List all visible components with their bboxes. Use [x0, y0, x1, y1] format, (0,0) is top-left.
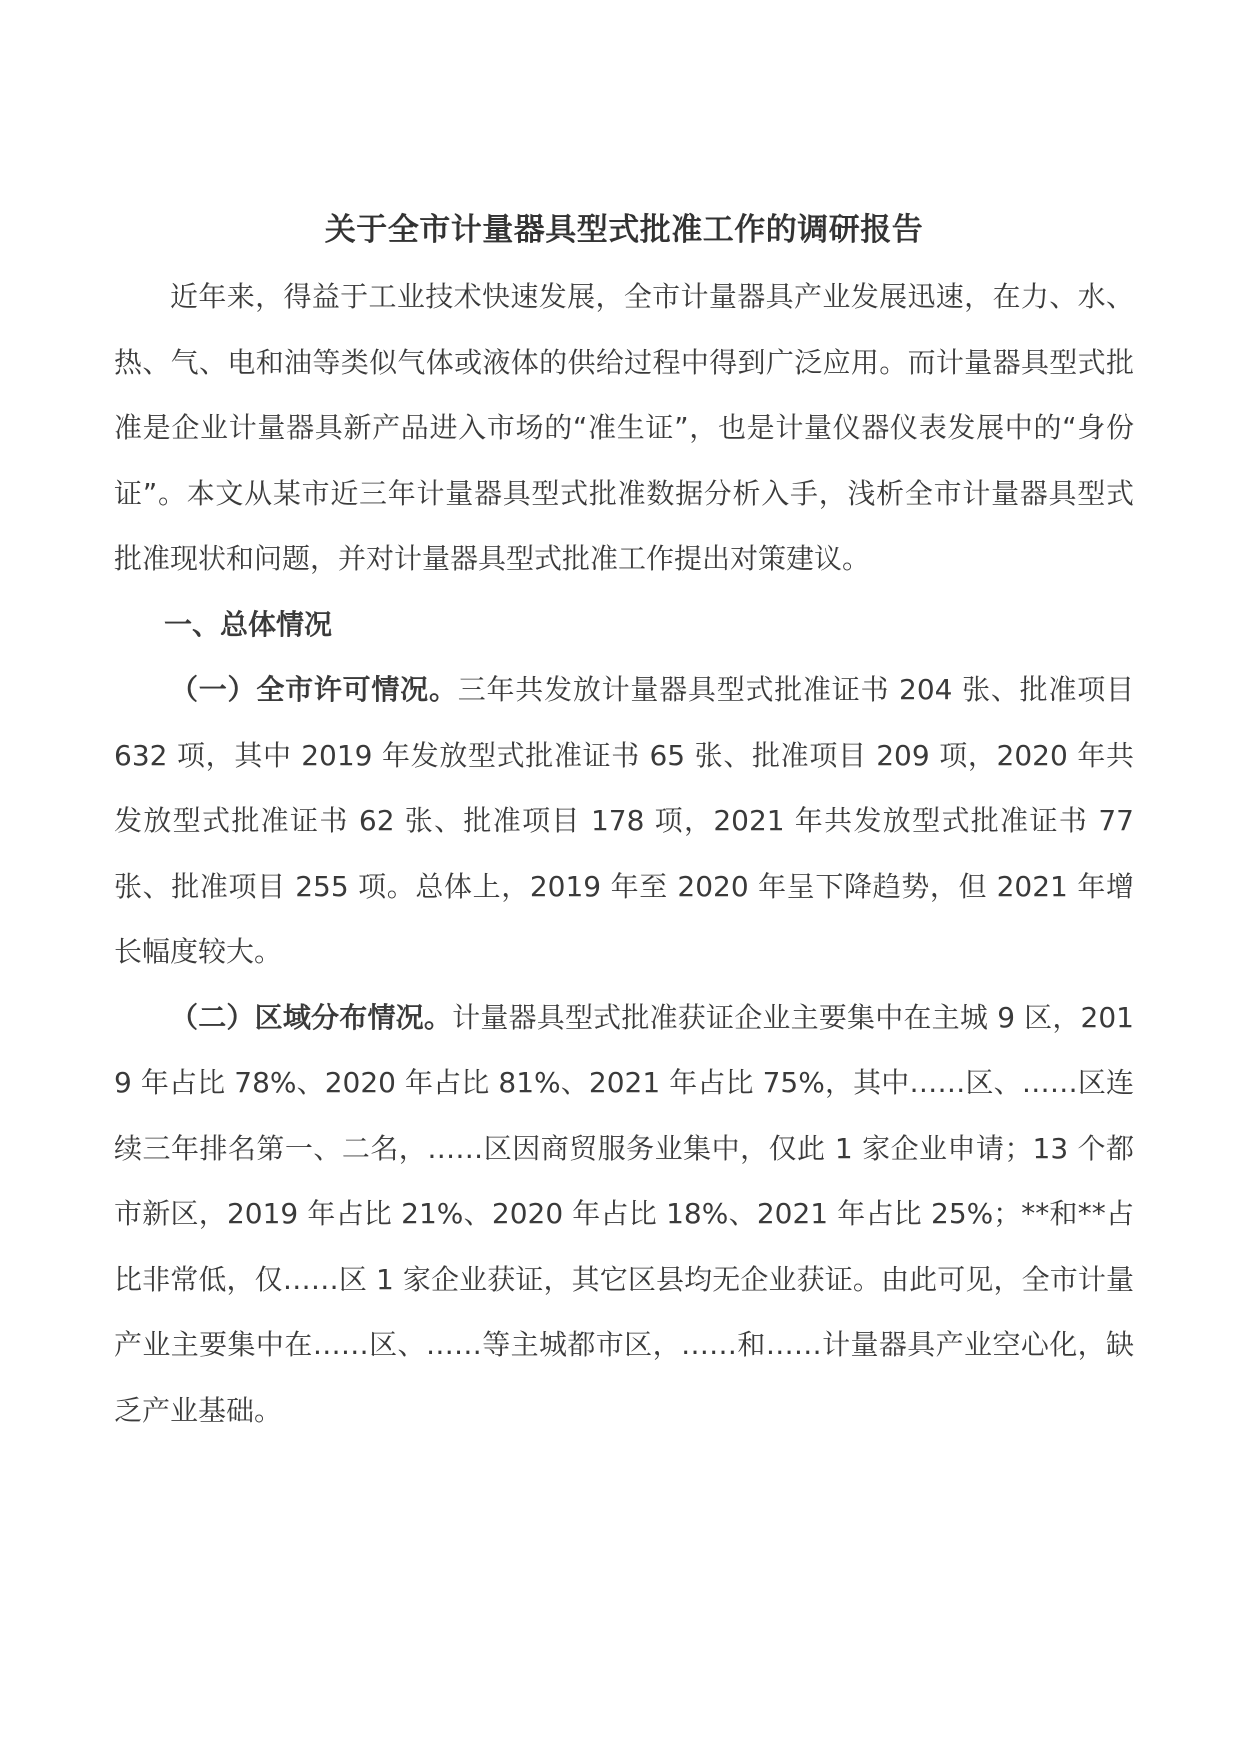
subsection-regional-distribution-lead: （二）区域分布情况。 [170, 1000, 453, 1034]
subsection-city-licensing-lead: （一）全市许可情况。 [170, 673, 458, 706]
subsection-regional-distribution-body: 计量器具型式批准获证企业主要集中在主城 9 区，2019 年占比 78%、2020 年占比 81%、2021 年占比 75%，其中……区、……区连续三年排名第一、二名，……区因商贸服务业集中，仅此 1 家企业申请；13 个都市新区，2019 年占比 21%、2020 年占比 18%、2021 年占比 25%；**和**占比非常低，仅……区 1 家企业获证，其它区县均无企业获证。由此可见，全市计量产业主要集中在……区、……等主城都市区，……和……计量器具产业空心化，缺乏产业基础。 [114, 1000, 1134, 1427]
document-page [114, 202, 1134, 1443]
section-heading-overview: 一、总体情况 [164, 607, 333, 641]
subsection-city-licensing-body: 三年共发放计量器具型式批准证书 204 张、批准项目 632 项，其中 2019 年发放型式批准证书 65 张、批准项目 209 项，2020 年共发放型式批准证书 62 张、批准项目 178 项，2021 年共发放型式批准证书 77 张、批准项目 255 项。总体上，2019 年至 2020 年呈下降趋势，但 2021 年增长幅度较大。 [114, 673, 1134, 968]
subsection-city-licensing [114, 657, 1134, 985]
subsection-regional-distribution [114, 985, 1134, 1444]
intro-paragraph: 近年来，得益于工业技术快速发展，全市计量器具产业发展迅速，在力、水、热、气、电和油等类似气体或液体的供给过程中得到广泛应用。而计量器具型式批准是企业计量器具新产品进入市场的“准生证”，也是计量仪器仪表发展中的“身份证”。本文从某市近三年计量器具型式批准数据分析入手，浅析全市计量器具型式批准现状和问题，并对计量器具型式批准工作提出对策建议。 [114, 280, 1134, 575]
document-title: 关于全市计量器具型式批准工作的调研报告 [324, 212, 924, 248]
